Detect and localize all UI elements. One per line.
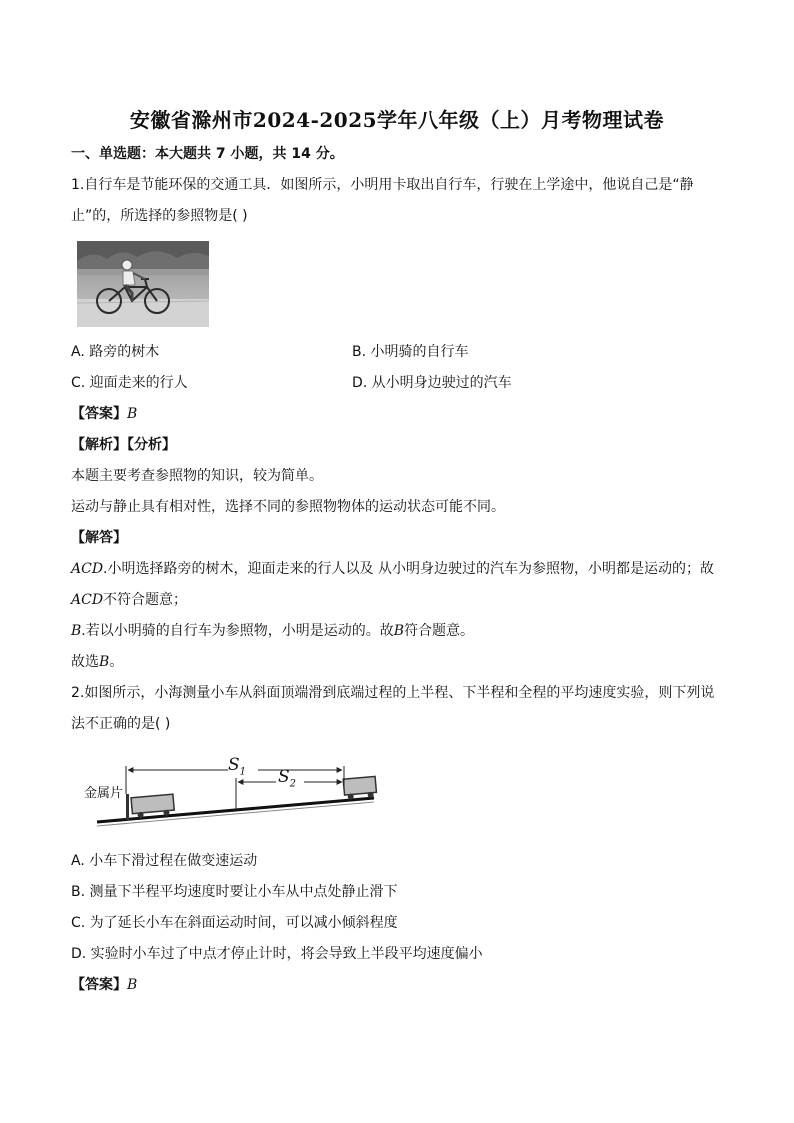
solution-text: .若以小明骑的自行车为参照物，小明是运动的。故: [81, 623, 394, 639]
q2-incline-diagram: [82, 748, 382, 832]
q1-stem-line1: 1.自行车是节能环保的交通工具．如图所示，小明用卡取出自行车，行驶在上学途中，他说自己是“静: [71, 177, 694, 193]
q2-option-d: D. 实验时小车过了中点才停止计时，将会导致上半段平均速度偏小: [71, 946, 483, 962]
q1-solution-line1: [71, 559, 714, 579]
q1-option-b: B. 小明骑的自行车: [352, 344, 469, 360]
q1-analysis-label: 【解析】【分析】: [71, 437, 176, 453]
label-s1: $S_1$: [228, 755, 247, 778]
section-heading: 一、单选题：本大题共 7 小题，共 14 分。: [71, 146, 344, 162]
answer-label: 【答案】: [71, 977, 127, 993]
solution-text: 符合题意。: [404, 623, 475, 639]
solution-option: B: [99, 654, 110, 670]
solution-text: 故选: [71, 654, 99, 670]
label-metal-plate: 金属片: [84, 786, 124, 801]
q1-solution-line2: [71, 590, 187, 610]
answer-label: 【答案】: [71, 406, 127, 422]
q2-stem-line2: 法不正确的是( ): [71, 716, 171, 732]
q2-option-c: C. 为了延长小车在斜面运动时间，可以减小倾斜程度: [71, 915, 398, 931]
q1-option-a: A. 路旁的树木: [71, 344, 160, 360]
solution-option: B: [71, 623, 82, 639]
solution-text: .小明选择路旁的树木，迎面走来的行人以及 从小明身边驶过的汽车为参照物，小明都是运动的；故: [103, 561, 714, 577]
q1-bicycle-photo: [77, 241, 209, 327]
q2-option-b: B. 测量下半程平均速度时要让小车从中点处静止滑下: [71, 884, 398, 900]
q1-option-c: C. 迎面走来的行人: [71, 375, 188, 391]
page-title: 安徽省滁州市2024-2025学年八年级（上）月考物理试卷: [129, 108, 665, 132]
q2-answer: [71, 975, 137, 995]
answer-value: B: [127, 977, 138, 993]
q1-stem-line2: 止”的，所选择的参照物是( ): [71, 208, 248, 224]
q1-solution-line4: [71, 652, 123, 672]
q1-analysis-line2: 运动与静止具有相对性，选择不同的参照物物体的运动状态可能不同。: [71, 499, 505, 515]
answer-value: B: [127, 406, 138, 422]
q1-answer: [71, 404, 137, 424]
q1-solution-line3: [71, 621, 474, 641]
q1-analysis-line1: 本题主要考查参照物的知识，较为简单。: [71, 468, 323, 484]
q1-solution-label: 【解答】: [71, 530, 127, 546]
solution-option: B: [393, 623, 405, 639]
q2-option-a: A. 小车下滑过程在做变速运动: [71, 853, 258, 869]
solution-options: ACD: [71, 592, 104, 608]
solution-text: 不符合题意；: [103, 592, 188, 608]
label-s2: $S_2$: [278, 767, 297, 790]
solution-options: ACD: [71, 561, 104, 577]
q1-option-d: D. 从小明身边驶过的汽车: [352, 375, 512, 391]
solution-text: 。: [109, 654, 124, 670]
q2-stem-line1: 2.如图所示，小海测量小车从斜面顶端滑到底端过程的上半程、下半程和全程的平均速度实验，则下列说: [71, 685, 715, 701]
